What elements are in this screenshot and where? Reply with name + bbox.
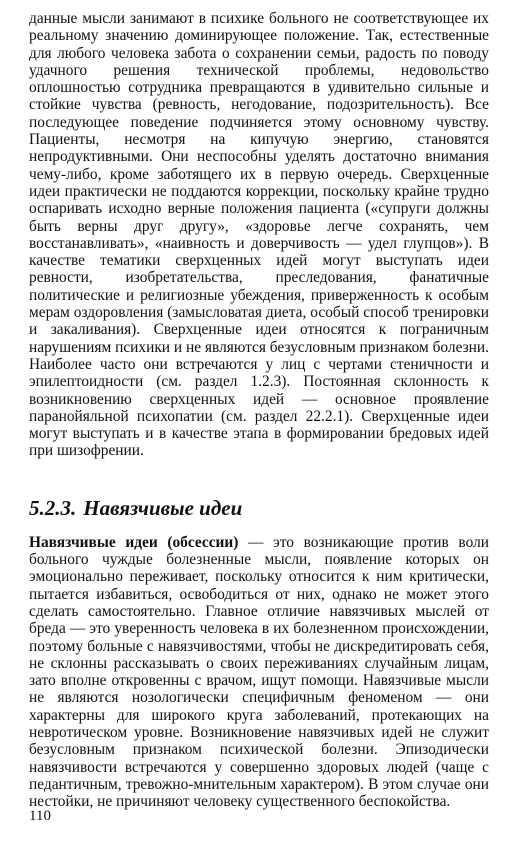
body-paragraph-obsessions bbox=[29, 534, 489, 811]
section-heading bbox=[29, 496, 489, 520]
section-title: Навязчивые идеи bbox=[83, 495, 243, 520]
section-number: 5.2.3. bbox=[29, 495, 77, 520]
defined-term: Навязчивые идеи (обсессии) bbox=[29, 533, 239, 551]
definition-text: — это возникающие против воли больного чуждые болезненные мысли, появление которых он эмоционально переживает, поскольку относится к ним критически, пытается избавиться, освободиться от них, однако не может этого сделать самостоятельно. Главное отличие навязчивых мыслей от бреда — это уверенность человека в их болезненном происхождении, поэтому больные с навязчивостями, чтобы не дискредитировать себя, не склонны рассказывать о своих переживаниях случайным лицам, зато вполне откровенны с врачом, ищут помощи. Навязчивые мысли не являются нозологически специфичным феноменом — они характерны для широкого круга заболеваний, протекающих на невротическом уровне. Возникновение навязчивых идей не служит безусловным признаком психической болезни. Эпизодически навязчивости встречаются у совершенно здоровых людей (чаще с педантичным, тревожно-мнительным характером). В этом случае они нестойки, не причиняют человеку существенного беспокойства. bbox=[29, 533, 490, 811]
body-paragraph-overvalued-ideas: данные мысли занимают в психике больного не соответствующее их реальному значению доминирующее положение. Так, естественные для любого человека забота о сохранении семьи, радость по поводу удачного решения технической проблемы, недовольство оплошностью сотрудника превращаются в удивительно сильные и стойкие чувства (ревность, негодование, подозрительность). Все последующее поведение подчиняется этому основному чувству. Пациенты, несмотря на кипучую энергию, становятся непродуктивными. Они неспособны уделять достаточно внимания чему-либо, кроме заботящего их в первую очередь. Сверхценные идеи практически не поддаются коррекции, поскольку крайне трудно оспаривать исходно верные положения пациента («супруги должны быть верны друг другу», «здоровье легче сохранять, чем восстанавливать», «наивность и доверчивость — удел глупцов»). В качестве тематики сверхценных идей могут выступать идеи ревности, изобретательства, преследования, фанатичные политические и религиозные убеждения, приверженность к особым мерам оздоровления (замысловатая диета, особый способ тренировки и закаливания). Сверхценные идеи относятся к пограничным нарушениям психики и не являются безусловным признаком болезни. Наиболее часто они встречаются у лиц с чертами стеничности и эпилептоидности (см. раздел 1.2.3). Постоянная склонность к возникновению сверхценных идей — основное проявление паранойяльной психопатии (см. раздел 22.2.1). Сверхценные идеи могут выступать и в качестве этапа в формировании бредовых идей при шизофрении. bbox=[29, 10, 489, 460]
book-page bbox=[29, 10, 489, 810]
page-number: 110 bbox=[29, 808, 51, 824]
